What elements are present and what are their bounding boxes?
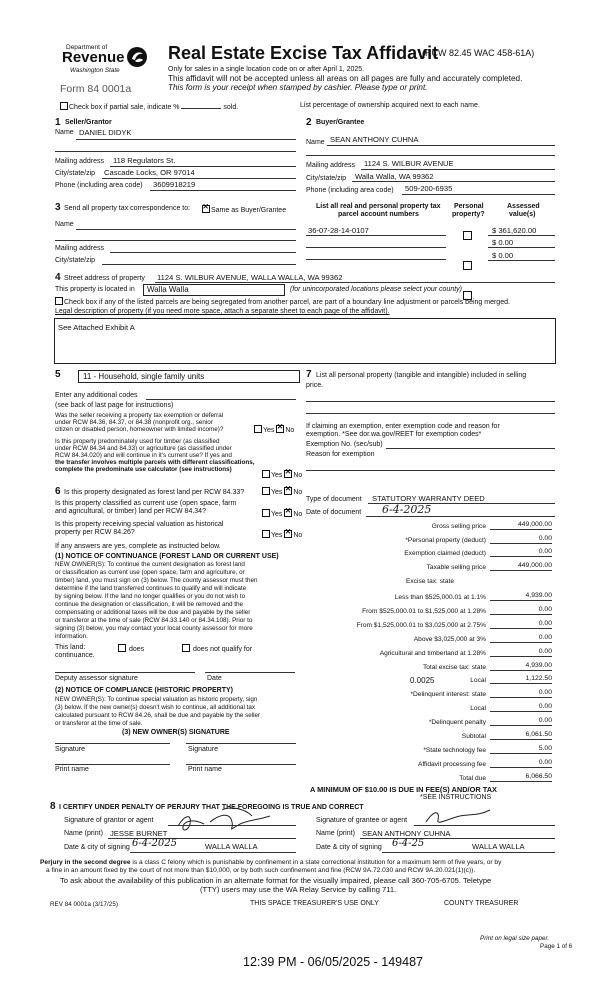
- total-due-label: Total due: [459, 775, 486, 782]
- buyer-city-label: City/state/zip: [306, 175, 347, 182]
- historic-yes-no: [262, 530, 302, 541]
- exemption-instruction-1: If claiming an exemption, enter exemption code and reason for: [306, 423, 500, 430]
- timber-question-line-4: the transfer involves multiple parcels with different classifications,: [55, 459, 255, 466]
- assessed-value[interactable]: $ 361,620.00: [492, 226, 537, 235]
- segregated-row: [55, 297, 510, 308]
- correspondence-name-label: Name: [55, 221, 74, 228]
- tier-2-value[interactable]: 0.00: [490, 606, 552, 615]
- no-label: No: [293, 511, 303, 518]
- header-note-3: This form is your receipt when stamped by cashier. Please type or print.: [168, 83, 428, 92]
- perjury-notice-line-1: [40, 859, 501, 867]
- perjury-text: is a class C felony which is punishable by confinement in a state correctional institution for a maximum term of five years, or by: [130, 859, 502, 866]
- forest-no-checkbox[interactable]: [284, 487, 292, 495]
- grantee-name-label: Name (print): [316, 830, 355, 837]
- notice-compliance-title: (2) NOTICE OF COMPLIANCE (HISTORIC PROPERTY): [55, 687, 233, 694]
- section-3-number: 3: [55, 202, 61, 213]
- delinquent-interest-local-label: Local: [470, 705, 486, 712]
- notice-line: signing (3) below, you may contact your local county assessor for more: [55, 625, 253, 632]
- forest-yes-no: [262, 487, 302, 498]
- notice-line: information.: [55, 633, 88, 640]
- partial-pct-field[interactable]: [181, 108, 221, 109]
- receipt-stamp: 12:39 PM - 06/05/2025 - 149487: [243, 955, 423, 969]
- notice-line: or classification as current use (open space, farm and agriculture, or: [55, 569, 245, 576]
- historic-no-checkbox[interactable]: [284, 530, 292, 538]
- notice-line: or transferor at the time of sale (RCW 84.33.140 or 84.34.108). Prior to: [55, 617, 253, 624]
- current-use-question-1: Is this property classified as current use (open space, farm: [55, 500, 237, 507]
- assessed-value[interactable]: $ 0.00: [492, 238, 514, 247]
- parcels-header-1: List all real and personal property tax: [316, 203, 441, 210]
- located-in-value: Walla Walla: [147, 285, 189, 294]
- historic-question-1: Is this property receiving special valuation as historical: [55, 521, 224, 528]
- seller-phone-value[interactable]: 3609918219: [153, 180, 196, 189]
- notice-line: timber) land, you must sign on (3) below. The county assessor must then: [55, 577, 258, 584]
- buyer-phone-value[interactable]: 509-200-6935: [405, 184, 453, 193]
- segregated-checkbox[interactable]: [55, 297, 63, 305]
- no-label: No: [293, 532, 303, 539]
- exemption-question-line-2: under RCW 84.36, 84.37, or 84.38 (nonprofit org., senior: [55, 419, 213, 426]
- yes-label: Yes: [271, 532, 283, 539]
- yes-label: Yes: [271, 511, 283, 518]
- land-does-not-row: [182, 644, 252, 655]
- buyer-name-label: Name: [306, 139, 325, 146]
- parcels-header-2: parcel account numbers: [338, 211, 419, 218]
- document-date-label: Date of document: [306, 509, 362, 516]
- document-type-label: Type of document: [306, 496, 362, 503]
- see-back-note: (see back of last page for instructions): [55, 402, 174, 409]
- exemption-number-label: Exemption No. (sec/sub): [306, 441, 383, 448]
- street-address-label: Street address of property: [64, 275, 145, 282]
- seller-heading: Seller/Grantor: [65, 119, 112, 126]
- owner-signature-label-1: Signature: [55, 746, 85, 753]
- ownership-note: List percentage of ownership acquired next to each name.: [300, 102, 480, 109]
- seller-city-label: City/state/zip: [55, 170, 96, 177]
- excise-state-label: Excise tax: state: [405, 578, 454, 585]
- exemption-question-line-1: Was the seller receiving a property tax exemption or deferral: [55, 412, 224, 419]
- header-note-2: This affidavit will not be accepted unless all areas on all pages are fully and accurately completed.: [168, 74, 523, 83]
- timber-question-line-1: Is this property predominately used for timber (as classified: [55, 438, 220, 445]
- same-as-buyer-row: [202, 205, 286, 216]
- perjury-notice-line-2: a fine in an amount fixed by the court of not more than $10,000, or by both such confinement and fine (RCW 9A.72.030 and RCW 9A.20.021(1)(c)).: [46, 867, 476, 874]
- state-name: Washington State: [70, 67, 120, 74]
- seller-mailing-label: Mailing address: [55, 158, 105, 165]
- street-address-value[interactable]: 1124 S. WILBUR AVENUE, WALLA WALLA, WA 99362: [157, 273, 343, 282]
- correspondence-mailing-label: Mailing address: [55, 245, 105, 252]
- personal-header-1: Personal: [454, 203, 484, 210]
- forest-yes-checkbox[interactable]: [262, 487, 270, 495]
- notice-line: by signing below. If the land no longer qualifies or you do not wish to: [55, 593, 246, 600]
- grantee-city-value[interactable]: WALLA WALLA: [472, 842, 525, 851]
- document-type-value[interactable]: STATUTORY WARRANTY DEED: [372, 494, 485, 503]
- personal-deduct-value[interactable]: 0.00: [490, 535, 552, 544]
- current-use-yes-no: [262, 509, 302, 520]
- owner-signature-label-2: Signature: [188, 746, 218, 753]
- agricultural-value[interactable]: 0.00: [490, 648, 552, 657]
- correspondence-city-label: City/state/zip: [55, 257, 96, 264]
- this-land-label: This land:: [55, 644, 86, 651]
- exemption-claimed-value[interactable]: 0.00: [490, 548, 552, 557]
- treasurer-use-label: THIS SPACE TREASURER'S USE ONLY: [250, 900, 379, 907]
- tier-1-label: Less than $525,000.01 at 1.1%: [394, 594, 486, 601]
- same-as-buyer-checkbox[interactable]: [202, 205, 210, 213]
- header-note-1: Only for sales in a single location code on or after April 1, 2025.: [168, 66, 365, 73]
- section-2-number: 2: [306, 117, 312, 128]
- deputy-date-label: Date: [207, 675, 222, 682]
- section-4-number: 4: [55, 272, 61, 283]
- gross-label: Gross selling price: [431, 523, 486, 530]
- if-yes-instruction: If any answers are yes, complete as instructed below.: [55, 543, 221, 550]
- grantor-signature-label: Signature of grantor or agent: [64, 817, 154, 824]
- continuance-label: continuance.: [55, 652, 95, 659]
- revenue-logo: [62, 44, 152, 84]
- subtotal-label: Subtotal: [461, 733, 486, 740]
- notice-line: calculated pursuant to RCW 84.26, shall be due and payable by the seller: [55, 712, 261, 719]
- grantee-name-value[interactable]: SEAN ANTHONY CUHNA: [362, 829, 451, 838]
- historic-yes-checkbox[interactable]: [262, 530, 270, 538]
- taxable-value[interactable]: 449,000.00: [490, 562, 552, 571]
- buyer-mailing-value[interactable]: 1124 S. WILBUR AVENUE: [364, 159, 454, 168]
- page-title: Real Estate Excise Tax Affidavit: [168, 43, 439, 63]
- exemption-yes-checkbox[interactable]: [254, 425, 262, 433]
- delinquent-interest-local-value[interactable]: 0.00: [490, 703, 552, 712]
- exemption-instruction-2: exemption. *See dor.wa.gov/REET for exemption codes*: [306, 431, 482, 438]
- exemption-reason-label: Reason for exemption: [306, 451, 375, 458]
- delinquent-interest-state-label: *Delinquent interest: state: [410, 691, 486, 698]
- tier-4-value[interactable]: 0.00: [490, 634, 552, 643]
- delinquent-penalty-label: *Delinquent penalty: [428, 719, 486, 726]
- land-does-row: [118, 644, 144, 655]
- taxable-label: Taxable selling price: [426, 564, 486, 571]
- current-use-question-2: and agricultural, or timber) land per RCW 84.34?: [55, 508, 206, 515]
- notice-continuance-title: (1) NOTICE OF CONTINUANCE (FOREST LAND OR CURRENT USE): [55, 553, 279, 560]
- notice-line: determine if the land transferred continues to qualify and will indicate: [55, 585, 247, 592]
- yes-label: Yes: [263, 427, 275, 434]
- owner-print-label-2: Print name: [188, 766, 222, 773]
- notice-line: compensating or additional taxes will be due and payable by the seller: [55, 609, 251, 616]
- assessed-header-1: Assessed: [507, 203, 540, 210]
- grantor-signature-image: [170, 802, 290, 842]
- grantee-signature-image: [420, 804, 500, 828]
- accessibility-line-1: To ask about the availability of this publication in an alternate format for the visually impaired, please call 360-705-6705. Teletype: [60, 876, 492, 885]
- yes-label: Yes: [271, 489, 283, 496]
- accessibility-line-2: (TTY) users may use the WA Relay Service by calling 711.: [200, 885, 397, 894]
- tier-3-label: From $1,525,000.01 to $3,025,000 at 2.75%: [356, 622, 486, 629]
- washington-logo-icon: [126, 46, 148, 68]
- no-label: No: [293, 472, 303, 479]
- subtotal-value[interactable]: 6,061.50: [490, 731, 552, 740]
- notice-line: continue the designation or classification, it will be removed and the: [55, 601, 243, 608]
- legal-description-label: Legal description of property (if you need more space, attach a separate sheet to each page of the affidavit).: [55, 308, 390, 315]
- assessed-header-2: value(s): [509, 211, 536, 218]
- located-in-label: This property is located in: [55, 286, 135, 293]
- grantor-date-label: Date & city of signing: [64, 844, 130, 851]
- local-tax-value[interactable]: 1,122.50: [490, 675, 552, 684]
- revision-label: REV 84 0001a (3/17/25): [50, 901, 118, 908]
- located-in-field[interactable]: [143, 284, 285, 296]
- seller-name-value[interactable]: DANIEL DIDYK: [79, 128, 132, 137]
- section-5-number: 5: [55, 369, 61, 380]
- personal-property-label-1: List all personal property (tangible and intangible) included in selling: [316, 372, 527, 379]
- partial-sale-label: Check box if partial sale, indicate %: [69, 104, 180, 111]
- yes-label: Yes: [271, 472, 283, 479]
- notice-line: NEW OWNER(S): To continue the current designation as forest land: [55, 561, 245, 568]
- section-8-number: 8: [50, 801, 56, 812]
- technology-fee-value[interactable]: 5.00: [490, 745, 552, 754]
- timber-no-checkbox[interactable]: [284, 470, 292, 478]
- personal-deduct-label: *Personal property (deduct): [405, 537, 486, 544]
- no-label: No: [285, 427, 295, 434]
- total-due-value[interactable]: 6,066.50: [490, 773, 552, 782]
- perjury-bold: Perjury in the second degree: [40, 859, 131, 866]
- personal-header-2: property?: [452, 211, 485, 218]
- exemption-question-line-3: citizen or disabled person, homeowner with limited income)?: [55, 426, 224, 433]
- grantee-date-value[interactable]: 6-4-25: [392, 838, 425, 849]
- exemption-yes-no: [254, 425, 294, 436]
- tier-3-value[interactable]: 0.00: [490, 620, 552, 629]
- buyer-phone-label: Phone (including area code): [306, 187, 394, 194]
- tier-1-value[interactable]: 4,939.00: [490, 592, 552, 601]
- notice-line: (3) below. If the new owner(s) doesn't wish to continue, all additional tax: [55, 704, 256, 711]
- section-1-number: 1: [55, 117, 61, 128]
- additional-codes-label: Enter any additional codes: [55, 392, 138, 399]
- partial-sale-checkbox[interactable]: [60, 102, 68, 110]
- timber-yes-checkbox[interactable]: [262, 470, 270, 478]
- grantor-date-value[interactable]: 6-4-2025: [132, 838, 177, 849]
- gross-value[interactable]: 449,000.00: [490, 521, 552, 530]
- current-use-no-checkbox[interactable]: [284, 509, 292, 517]
- legal-paper-note: Print on legal size paper.: [480, 935, 550, 942]
- grantee-signature-label: Signature of grantee or agent: [316, 817, 408, 824]
- agricultural-label: Agricultural and timberland at 1.28%: [379, 650, 486, 657]
- does-label: does: [128, 646, 145, 653]
- seller-city-value[interactable]: Cascade Locks, OR 97014: [104, 168, 195, 177]
- correspondence-label: Send all property tax correspondence to:: [64, 205, 191, 212]
- agency-name: Revenue: [62, 49, 125, 66]
- grantor-name-value[interactable]: JESSE BURNET: [110, 829, 168, 838]
- local-rate: 0.0025: [410, 676, 435, 685]
- tier-4-label: Above $3,025,000 at 3%: [413, 636, 486, 643]
- new-owner-signature-title: (3) NEW OWNER(S) SIGNATURE: [122, 729, 230, 736]
- current-use-yes-checkbox[interactable]: [262, 509, 270, 517]
- rcw-citation: (RCW 82.45 WAC 458-61A): [422, 48, 535, 58]
- land-does-not-checkbox[interactable]: [182, 644, 190, 652]
- delinquent-interest-state-value[interactable]: 0.00: [490, 689, 552, 698]
- total-state-label: Total excise tax: state: [422, 664, 486, 671]
- exemption-claimed-label: Exemption claimed (deduct): [404, 550, 486, 557]
- local-tax-label: Local: [470, 677, 486, 684]
- section-7-number: 7: [306, 369, 312, 380]
- segregated-label: Check box if any of the listed parcels are being segregated from another parcel, are part of a boundary line adjustment or parcels being merged.: [64, 299, 510, 306]
- personal-property-checkbox[interactable]: [463, 231, 472, 240]
- no-label: No: [293, 489, 303, 496]
- affidavit-fee-value[interactable]: 0.00: [490, 759, 552, 768]
- notice-line: NEW OWNER(S): To continue special valuation as historic property, sign: [55, 696, 258, 703]
- dept-of-text: Department of: [66, 44, 108, 51]
- minimum-fee-notice: A MINIMUM OF $10.00 IS DUE IN FEE(S) AND/OR TAX: [310, 785, 497, 794]
- land-does-checkbox[interactable]: [118, 644, 126, 652]
- seller-phone-label: Phone (including area code): [55, 182, 143, 189]
- form-number: Form 84 0001a: [60, 83, 132, 95]
- timber-question-line-5: complete the predominate use calculator (see instructions): [55, 466, 232, 473]
- section-6-number: 6: [55, 486, 61, 497]
- buyer-name-value[interactable]: SEAN ANTHONY CUHNA: [330, 135, 419, 144]
- partial-sale-row: [60, 102, 238, 113]
- document-date-value[interactable]: 6-4-2025: [382, 503, 432, 516]
- assessed-value[interactable]: $ 0.00: [492, 251, 514, 260]
- grantee-date-label: Date & city of signing: [316, 844, 382, 851]
- tier-2-label: From $525,000.01 to $1,525,000 at 1.28%: [362, 608, 486, 615]
- total-state-value[interactable]: 4,939.00: [490, 662, 552, 671]
- delinquent-penalty-value[interactable]: 0.00: [490, 717, 552, 726]
- same-as-buyer-label: Same as Buyer/Grantee: [211, 207, 287, 214]
- forest-question: Is this property designated as forest land per RCW 84.33?: [64, 489, 245, 496]
- historic-question-2: property per RCW 84.26?: [55, 529, 135, 536]
- notice-line: or transferor at the time of sale.: [55, 720, 143, 727]
- timber-yes-no: [262, 470, 302, 481]
- buyer-heading: Buyer/Grantee: [316, 119, 365, 126]
- exemption-no-checkbox[interactable]: [276, 425, 284, 433]
- affidavit-fee-label: Affidavit processing fee: [417, 761, 486, 768]
- timber-question-line-3: RCW 84.34.020) and will continue in it's current use? If yes and: [55, 452, 232, 459]
- located-in-note: (for unincorporated locations please select your county): [290, 286, 462, 293]
- seller-name-label: Name: [55, 129, 74, 136]
- county-treasurer-label: COUNTY TREASURER: [444, 900, 519, 907]
- parcel-number[interactable]: 36-07-28-14-0107: [308, 226, 369, 235]
- personal-property-checkbox[interactable]: [463, 261, 472, 270]
- timber-question-line-2: under RCW 84.34 and 84.33) or agriculture (as classified under: [55, 445, 232, 452]
- certify-statement: I CERTIFY UNDER PENALTY OF PERJURY THAT THE FOREGOING IS TRUE AND CORRECT: [59, 804, 364, 811]
- grantor-city-value[interactable]: WALLA WALLA: [205, 842, 258, 851]
- seller-mailing-value[interactable]: 118 Regulators St.: [113, 156, 176, 165]
- partial-sold-label: sold.: [223, 104, 239, 111]
- technology-fee-label: *State technology fee: [423, 747, 486, 754]
- use-code-field[interactable]: [78, 370, 300, 383]
- grantor-name-label: Name (print): [64, 830, 103, 837]
- deputy-signature-label: Deputy assessor signature: [55, 675, 138, 682]
- page-number: Page 1 of 6: [540, 943, 573, 950]
- buyer-mailing-label: Mailing address: [306, 162, 356, 169]
- see-instructions: *SEE INSTRUCTIONS: [420, 794, 492, 801]
- use-code-value: 11 - Household, single family units: [83, 372, 205, 381]
- does-not-label: does not qualify for: [192, 646, 253, 653]
- buyer-city-value[interactable]: Walla Walla, WA 99362: [355, 172, 434, 181]
- legal-description-field[interactable]: [54, 318, 556, 364]
- legal-description-value: See Attached Exhibit A: [58, 323, 135, 332]
- personal-property-label-2: price.: [306, 382, 324, 389]
- owner-print-label-1: Print name: [55, 766, 89, 773]
